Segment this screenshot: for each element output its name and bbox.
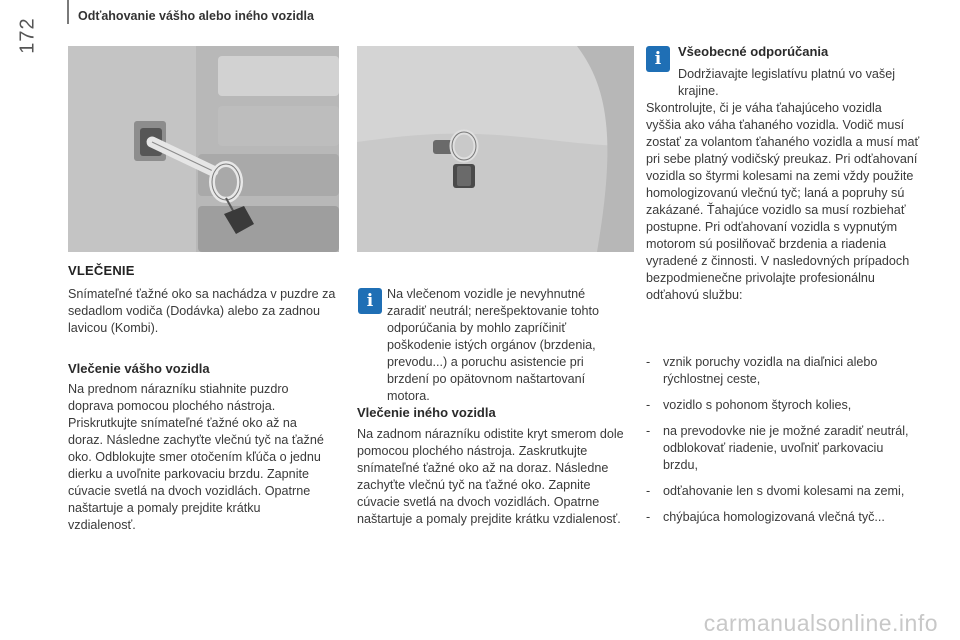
info-note-text	[387, 286, 627, 405]
page-title: Odťahovanie vášho alebo iného vozidla	[78, 9, 314, 23]
towing-intro-text: Snímateľné ťažné oko sa nachádza v puzdre za sedadlom vodiča (Dodávka) alebo za zadnou lavicou (Kombi).	[68, 287, 336, 335]
professional-service-list	[646, 354, 912, 535]
page-number: 172	[16, 16, 39, 54]
front-towing-eye-photo	[68, 46, 339, 252]
rear-towing-eye-photo	[357, 46, 634, 252]
general-body-text: Skontrolujte, či je váha ťahajúceho vozidla vyššia ako váha ťahaného vozidla. Vodič musí zostať za volantom ťahaného vozidla a musí mať pri sebe platný vodičský preukaz. Pri odťahovaní vozidla so štyrmi kolesami na zemi vždy použite homologizovanú vlečnú tyč; laná a popruhy sú zakázané. Ťahajúce vozidlo sa musí rozbiehať postupne. Pri odťahovaní vozidla s vypnutým motorom sú posilňovač brzdenia a riadenia vyradené z činnosti. V nasledovných prípadoch bezpodmienečne privolajte profesionálnu odťahovú službu:	[646, 101, 920, 302]
list-item: - odťahovanie len s dvomi kolesami na zemi,	[646, 484, 905, 498]
info-icon: i	[646, 46, 670, 72]
general-lead-text: Dodržiavajte legislatívu platnú vo vašej krajine.	[678, 67, 896, 98]
section-heading-general: Všeobecné odporúčania	[678, 44, 829, 59]
info-icon: i	[358, 288, 382, 314]
section-heading-towing: VLEČENIE	[68, 263, 135, 278]
section-heading-other-vehicle: Vlečenie iného vozidla	[357, 405, 496, 420]
header-divider	[67, 0, 69, 24]
other-vehicle-instructions: Na zadnom nárazníku odistite kryt smerom dole pomocou plochého nástroja. Zaskrutkujte snímateľné ťažné oko až na doraz. Následne zachyťte vlečnú tyč na ťažné oko. Zapnite cúvacie svetlá na dvoch vozidlách. Opatrne naštartuje a pomaly prejdite krátku vzdialenosť.	[357, 427, 624, 526]
list-item: - na prevodovke nie je možné zaradiť neutrál, odblokovať riadenie, uvoľniť parkovaciu brzdu,	[646, 424, 909, 472]
info-note-body: Na vlečenom vozidle je nevyhnutné zaradiť neutrál; nerešpektovanie tohto odporúčania by mohlo zapríčiniť poškodenie istých orgánov (brzdenia, prevodu...) a poruchu asistencie pri brzdení po opätovnom naštartovaní motora.	[387, 287, 599, 403]
list-item: - vozidlo s pohonom štyroch kolies,	[646, 398, 852, 412]
own-vehicle-instructions: Na prednom nárazníku stiahnite puzdro doprava pomocou plochého nástroja. Priskrutkujte snímateľné ťažné oko až na doraz. Následne zachyťte vlečnú tyč na ťažné oko. Odblokujte smer otočením kľúča o jednu dierku a uvoľnite parkovaciu brzdu. Zapnite cúvacie svetlá na dvoch vozidlách. Opatrne naštartuje a pomaly prejdite krátku vzdialenosť.	[68, 382, 324, 532]
list-item: - vznik poruchy vozidla na diaľnici alebo rýchlostnej ceste,	[646, 355, 878, 386]
list-item: - chýbajúca homologizovaná vlečná tyč...	[646, 510, 885, 524]
watermark: carmanualsonline.info	[703, 610, 938, 636]
section-heading-own-vehicle: Vlečenie vášho vozidla	[68, 361, 210, 376]
